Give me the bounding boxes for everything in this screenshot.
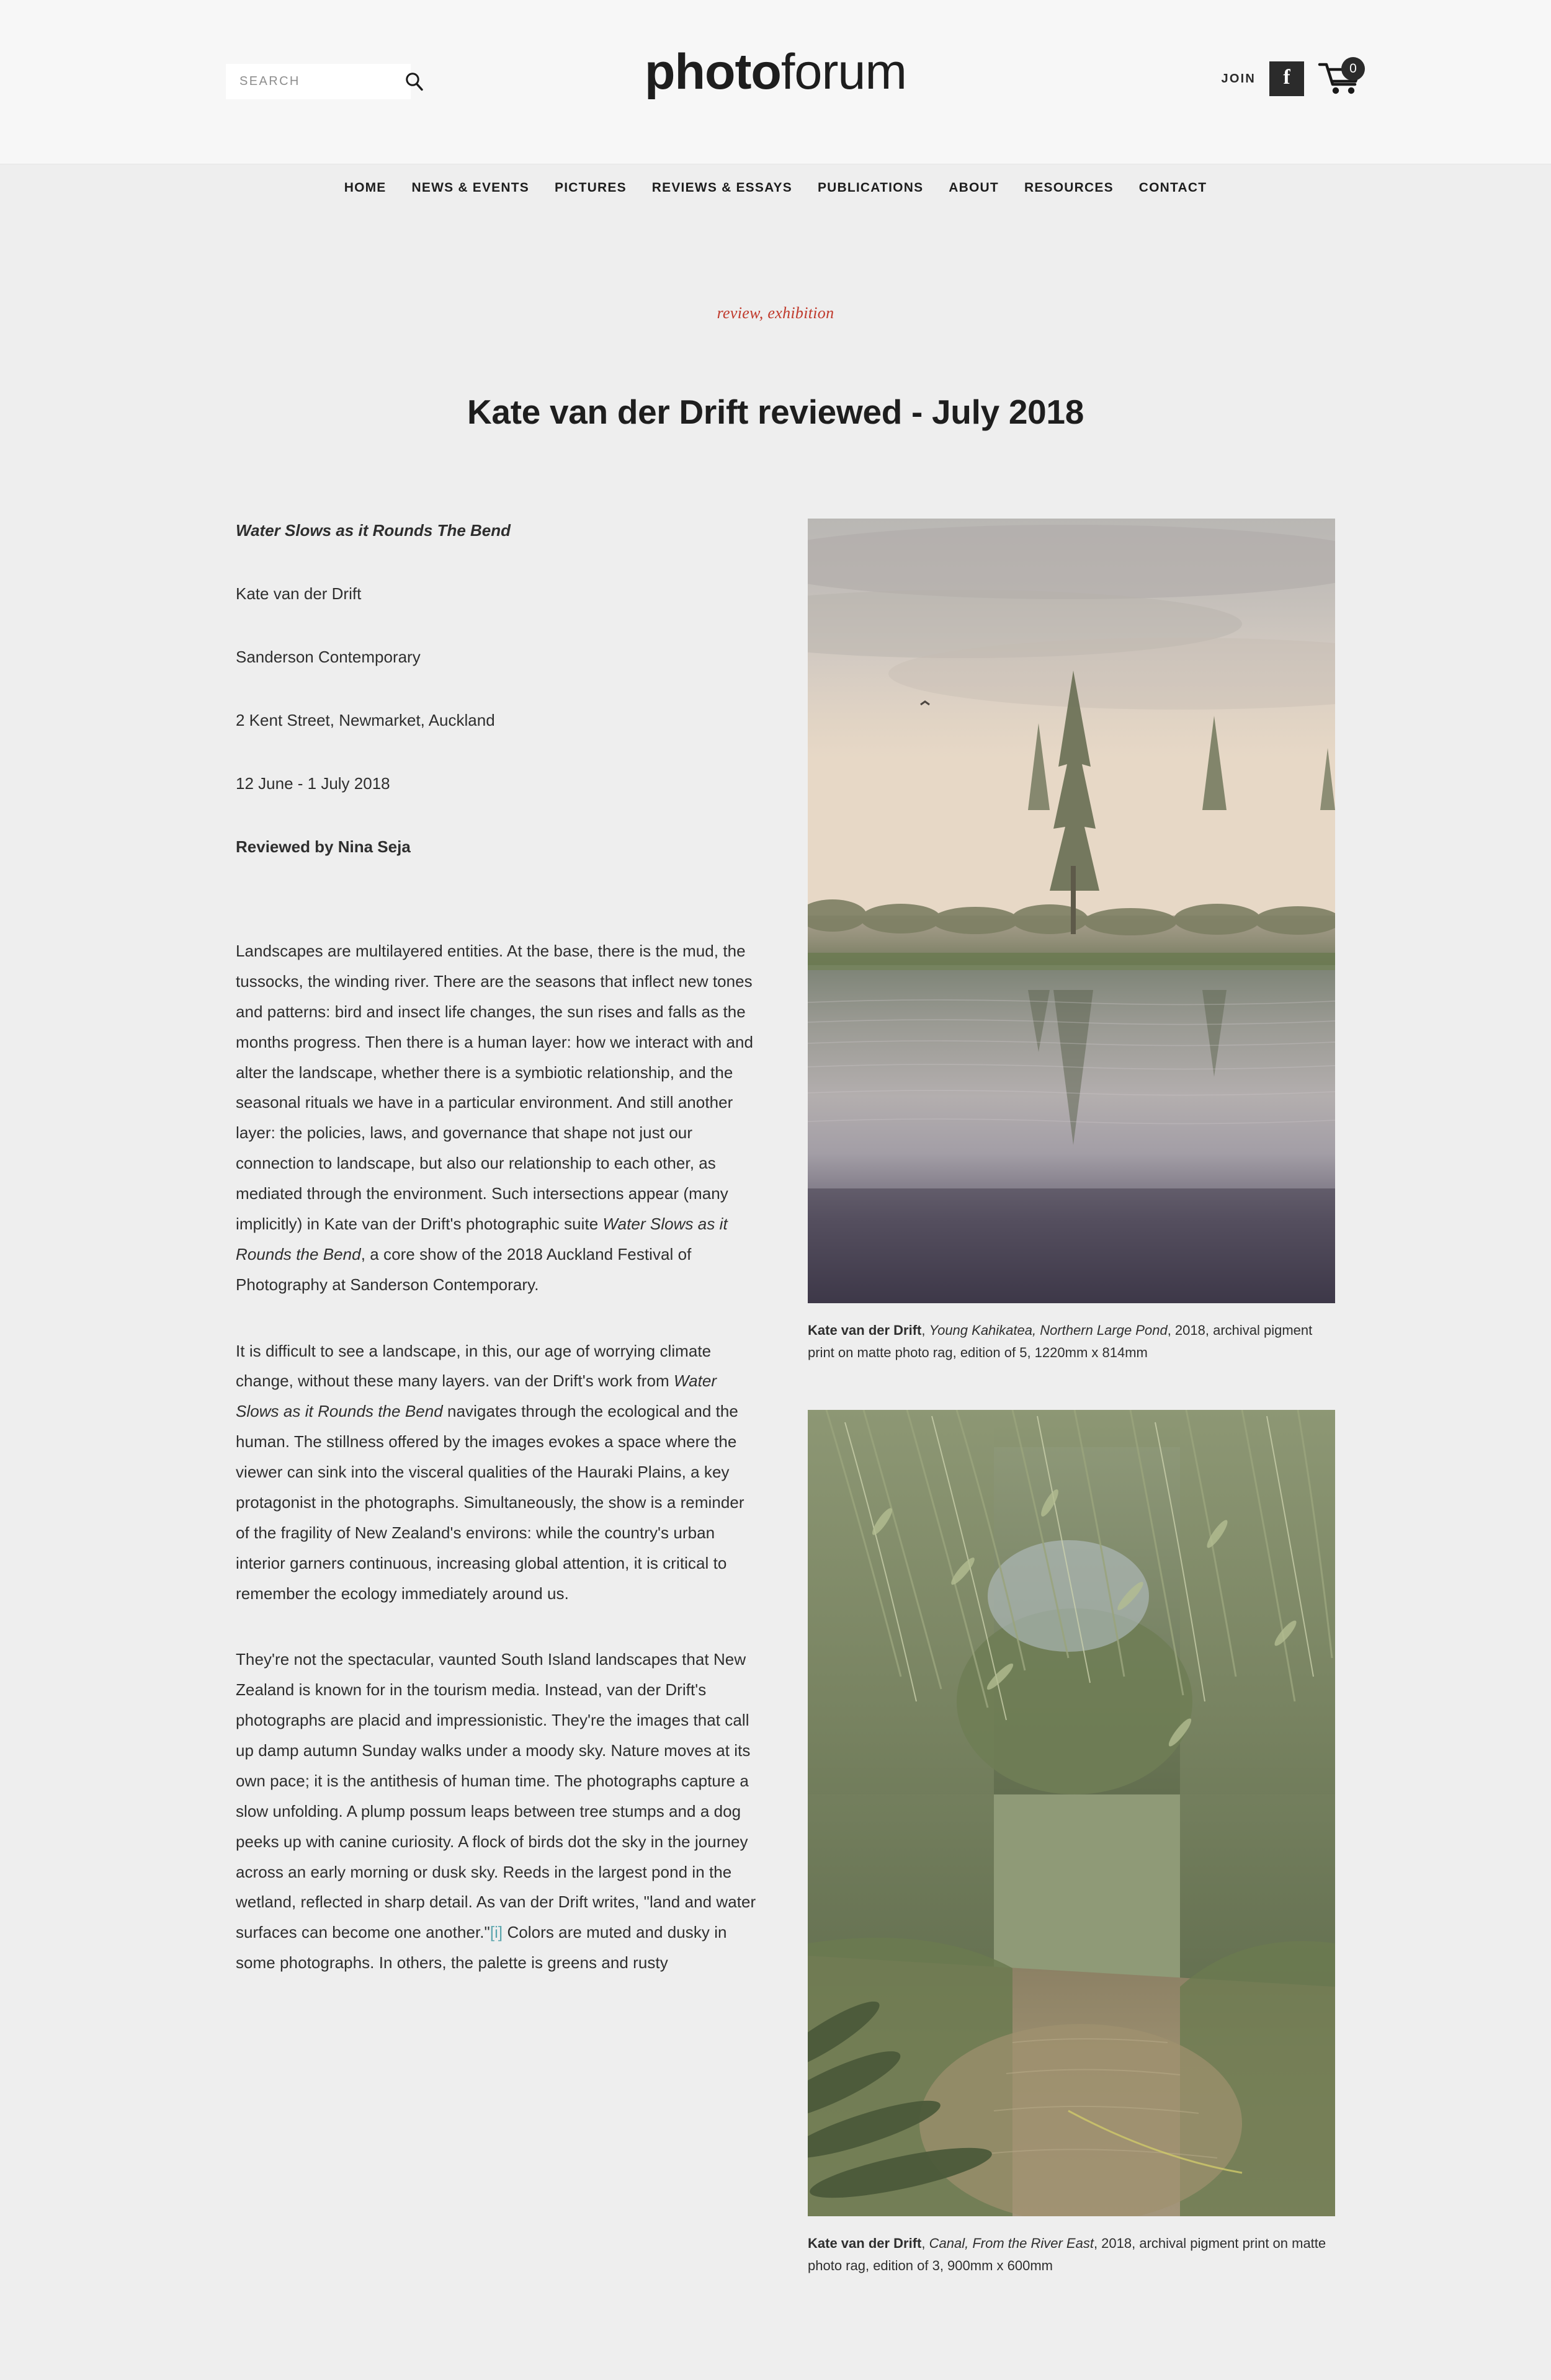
main-navigation <box>0 164 1551 211</box>
article <box>236 211 1326 2324</box>
footnote-link-i[interactable]: [i] <box>489 1923 503 1942</box>
logo-photo: photo <box>645 44 781 100</box>
figure-1-details: , 2018, archival pigment print on matte photo rag, edition of 5, 1220mm x 814mm <box>808 1322 1313 1360</box>
figure-2 <box>808 1410 1335 2276</box>
article-columns <box>236 519 1326 2324</box>
figure-1-work-title: Young Kahikatea, Northern Large Pond <box>929 1322 1168 1338</box>
nav-item-contact[interactable]: CONTACT <box>1138 180 1207 195</box>
meta-artist: Kate van der Drift <box>236 584 362 603</box>
paragraph-3-part-a: They're not the spectacular, vaunted South Island landscapes that New Zealand is known for in the tourism media. Instead, van der Drift's photographs are placid and impressionistic. They're the images that call up damp autumn Sunday walks under a moody sky. Nature moves at its own pace; it is the antithesis of human time. The photographs capture a slow unfolding. A plump possum leaps between tree stumps and a dog peeks up with canine curiosity. A flock of birds dot the sky in the journey across an early morning or dusk sky. Reeds in the largest pond in the wetland, reflected in sharp detail. As van der Drift writes, "land and water surfaces can become one another." <box>236 1650 756 1942</box>
logo-forum: forum <box>780 44 906 100</box>
paragraph-1-part-b: , a core show of the 2018 Auckland Festival of Photography at Sanderson Contemporary. <box>236 1244 692 1294</box>
paragraph-2-part-a: It is difficult to see a landscape, in this, our age of worrying climate change, without these many layers. van der Drift's work from <box>236 1341 712 1391</box>
paragraph-2-title-italic: Water Slows as it Rounds the Bend <box>236 1371 717 1421</box>
meta-address: 2 Kent Street, Newmarket, Auckland <box>236 711 495 729</box>
cart-count-badge: 0 <box>1341 57 1365 81</box>
join-link[interactable]: JOIN <box>1221 71 1256 86</box>
nav-item-publications[interactable]: PUBLICATIONS <box>817 180 924 195</box>
figure-1-artist: Kate van der Drift <box>808 1322 922 1338</box>
figure-2-artist: Kate van der Drift <box>808 2235 922 2252</box>
nav-item-news-events[interactable]: NEWS & EVENTS <box>411 180 529 195</box>
nav-item-about[interactable]: ABOUT <box>949 180 999 195</box>
paragraph-3-part-b: Colors are muted and dusky in some photographs. In others, the palette is greens and rusty <box>236 1923 727 1972</box>
nav-item-reviews-essays[interactable]: REVIEWS & ESSAYS <box>651 180 792 195</box>
header-actions <box>1222 61 1364 97</box>
figure-2-details: , 2018, archival pigment print on matte photo rag, edition of 3, 900mm x 600mm <box>808 2235 1326 2273</box>
tag-links[interactable]: review, exhibition <box>717 304 834 322</box>
exhibition-meta <box>236 519 760 859</box>
article-text-column <box>236 519 760 2014</box>
article-image-column <box>808 519 1335 2324</box>
paragraph-1 <box>236 936 760 1300</box>
figure-2-work-title: Canal, From the River East <box>929 2235 1094 2252</box>
nav-item-home[interactable]: HOME <box>344 180 387 195</box>
paragraph-2-part-b: navigates through the ecological and the human. The stillness offered by the images evokes a space where the viewer can sink into the visceral qualities of the Hauraki Plains, a key protagonist in the photographs. Simultaneously, the show is a reminder of the fragility of New Zealand's environs: while the country's urban interior garners continuous, increasing global attention, it is critical to remember the ecology immediately around us. <box>236 1402 744 1603</box>
photo-young-kahikatea-northern-large-pond <box>808 519 1335 1303</box>
paragraph-1-title-italic: Water Slows as it Rounds the Bend <box>236 1214 728 1264</box>
meta-reviewer: Reviewed by Nina Seja <box>236 837 411 856</box>
meta-dates: 12 June - 1 July 2018 <box>236 774 390 793</box>
nav-item-pictures[interactable]: PICTURES <box>555 180 627 195</box>
article-tags <box>236 304 1315 323</box>
meta-gallery: Sanderson Contemporary <box>236 648 421 666</box>
figure-2-caption: Kate van der Drift, Canal, From the River East, 2018, archival pigment print on matte photo rag, edition of 3, 900mm x 600mm <box>808 2235 1326 2273</box>
article-body <box>236 936 760 1978</box>
facebook-glyph: f <box>1283 66 1290 89</box>
figure-1-caption: Kate van der Drift, Young Kahikatea, Northern Large Pond, 2018, archival pigment print on matte photo rag, edition of 5, 1220mm x 814mm <box>808 1322 1313 1360</box>
paragraph-3 <box>236 1644 760 1978</box>
figure-1 <box>808 519 1335 1363</box>
photo-canal-from-the-river-east <box>808 1410 1335 2216</box>
cart-button[interactable] <box>1318 61 1364 97</box>
paragraph-1-part-a: Landscapes are multilayered entities. At the base, there is the mud, the tussocks, the winding river. There are the seasons that inflect new tones and patterns: bird and insect life changes, the sun rises and falls as the months progress. Then there is a human layer: how we interact with and alter the landscape, whether there is a symbiotic relationship, and the seasonal rituals we have in a particular environment. And still another layer: the policies, laws, and governance that shape not just our connection to landscape, but also our relationship to each other, as mediated through the environment. Such intersections appear (many implicitly) in Kate van der Drift's photographic suite <box>236 942 754 1233</box>
paragraph-2 <box>236 1336 760 1609</box>
nav-item-resources[interactable]: RESOURCES <box>1024 180 1114 195</box>
page-title: Kate van der Drift reviewed - July 2018 <box>467 393 1084 431</box>
facebook-icon[interactable] <box>1269 61 1304 96</box>
meta-exhibition-title: Water Slows as it Rounds The Bend <box>236 521 511 540</box>
site-header <box>0 0 1551 164</box>
